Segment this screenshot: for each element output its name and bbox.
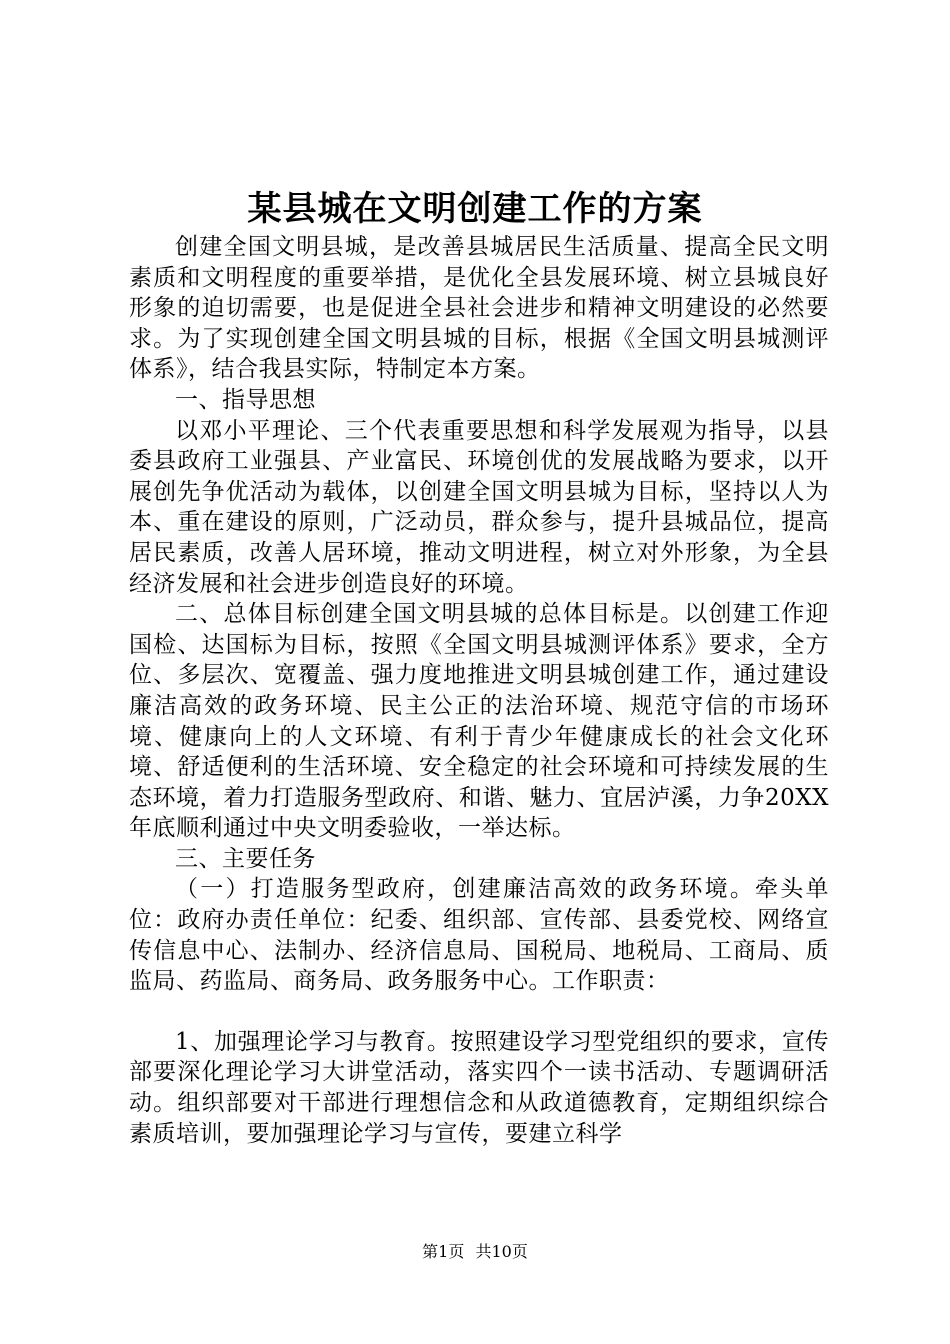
paragraph-item-one: 1、加强理论学习与教育。按照建设学习型党组织的要求，宣传部要深化理论学习大讲堂活动，落实四个一读书活动、专题调研活动。组织部要对干部进行理想信念和从政道德教育，定期组织综合素质培训，要加强理论学习与宣传，要建立科学 [129, 1028, 829, 1147]
section-heading-main-tasks: 三、主要任务 [175, 845, 316, 872]
paragraph-overall-goal: 二、总体目标创建全国文明县城的总体目标是。以创建工作迎国检、达国标为目标，按照《全国文明县城测评体系》要求，全方位、多层次、宽覆盖、强力度地推进文明县城创建工作，通过建设廉洁高效的政务环境、民主公正的法治环境、规范守信的市场环境、健康向上的人文环境、有利于青少年健康成长的社会文化环境、舒适便利的生活环境、安全稳定的社会环境和可持续发展的生态环境，着力打造服务型政府、和谐、魅力、宜居泸溪，力争20XX年底顺利通过中央文明委验收，一举达标。 [129, 601, 829, 842]
page-footer [0, 1241, 950, 1263]
paragraph-task-one: （一）打造服务型政府，创建廉洁高效的政务环境。牵头单位：政府办责任单位：纪委、组织部、宣传部、县委党校、网络宣传信息中心、法制办、经济信息局、国税局、地税局、工商局、质监局、药监局、商务局、政务服务中心。工作职责： [129, 876, 829, 995]
document-title: 某县城在文明创建工作的方案 [247, 189, 703, 229]
paragraph-guiding-ideology: 以邓小平理论、三个代表重要思想和科学发展观为指导，以县委县政府工业强县、产业富民、环境创优的发展战略为要求，以开展创先争优活动为载体，以创建全国文明县城为目标，坚持以人为本、重在建设的原则，广泛动员，群众参与，提升县城品位，提高居民素质，改善人居环境，推动文明进程，树立对外形象，为全县经济发展和社会进步创造良好的环境。 [129, 417, 829, 597]
page-total: 共10页 [475, 1242, 528, 1261]
section-heading-guiding-ideology: 一、指导思想 [175, 386, 316, 413]
document-body [129, 232, 829, 1149]
paragraph-intro: 创建全国文明县城，是改善县城居民生活质量、提高全民文明素质和文明程度的重要举措，是优化全县发展环境、树立县城良好形象的迫切需要，也是促进全县社会进步和精神文明建设的必然要求。为了实现创建全国文明县城的目标，根据《全国文明县城测评体系》，结合我县实际，特制定本方案。 [129, 234, 829, 383]
page-number: 第1页 [422, 1242, 465, 1261]
